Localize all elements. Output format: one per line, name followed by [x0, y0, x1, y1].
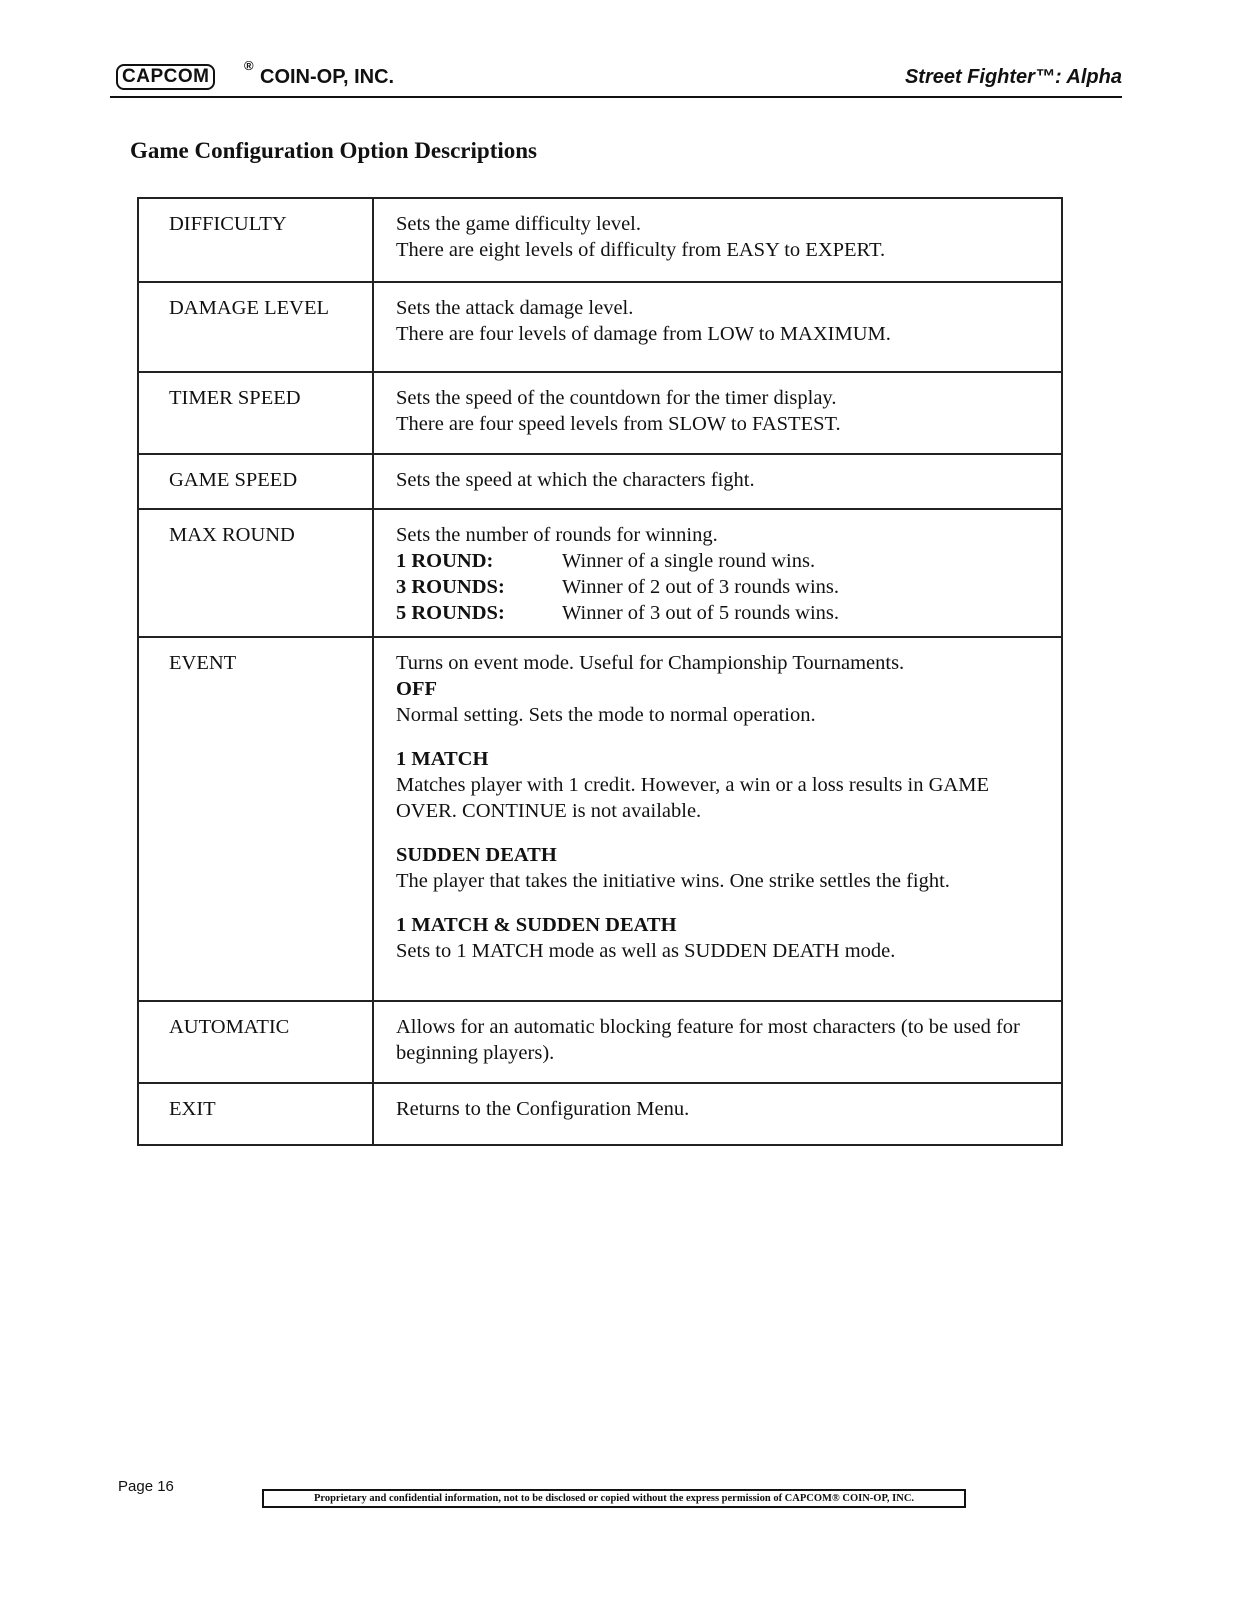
description-line: Sets the number of rounds for winning.	[396, 524, 718, 546]
table-row	[138, 1083, 1062, 1145]
option-description	[373, 509, 1062, 637]
document-title: Street Fighter™: Alpha	[904, 66, 1122, 88]
round-text: Winner of 3 out of 5 rounds wins.	[562, 602, 840, 624]
mode-text: The player that takes the initiative wins. One strike settles the fight.	[396, 870, 950, 892]
option-name: DAMAGE LEVEL	[138, 282, 373, 372]
round-text: Winner of 2 out of 3 rounds wins.	[562, 576, 840, 598]
description-line: Turns on event mode. Useful for Championship Tournaments.	[396, 652, 905, 674]
option-name: MAX ROUND	[138, 509, 373, 637]
section-title: Game Configuration Option Descriptions	[130, 138, 537, 163]
option-description	[373, 1001, 1062, 1083]
mode-label: SUDDEN DEATH	[396, 844, 557, 866]
mode-text: Normal setting. Sets the mode to normal operation.	[396, 704, 816, 726]
company-name: COIN-OP, INC.	[260, 66, 395, 88]
description-line: Sets the speed at which the characters fight.	[396, 469, 755, 491]
mode-label: 1 MATCH	[396, 748, 489, 770]
options-table	[137, 197, 1063, 1146]
round-label: 3 ROUNDS:	[396, 576, 505, 598]
option-name: TIMER SPEED	[138, 372, 373, 454]
round-label: 5 ROUNDS:	[396, 602, 505, 624]
description-line: Returns to the Configuration Menu.	[396, 1098, 690, 1120]
page-header	[110, 58, 1122, 98]
table-row	[138, 282, 1062, 372]
round-option	[396, 548, 1045, 574]
option-description	[373, 637, 1062, 1001]
mode-text: Matches player with 1 credit. However, a win or a loss results in GAME OVER. CONTINUE is not available.	[396, 774, 989, 822]
table-row	[138, 454, 1062, 509]
option-name: AUTOMATIC	[138, 1001, 373, 1083]
registered-mark: ®	[244, 58, 254, 73]
option-description	[373, 282, 1062, 372]
table-row	[138, 509, 1062, 637]
description-line: There are eight levels of difficulty from EASY to EXPERT.	[396, 239, 886, 261]
table-row	[138, 637, 1062, 1001]
option-name: DIFFICULTY	[138, 198, 373, 282]
option-description	[373, 1083, 1062, 1145]
option-description	[373, 198, 1062, 282]
description-line: There are four levels of damage from LOW to MAXIMUM.	[396, 323, 891, 345]
capcom-logo: CAPCOM	[116, 64, 215, 90]
description-line: Sets the speed of the countdown for the timer display.	[396, 387, 837, 409]
table-row	[138, 198, 1062, 282]
option-name: EVENT	[138, 637, 373, 1001]
round-option	[396, 574, 1045, 600]
description-line: There are four speed levels from SLOW to FASTEST.	[396, 413, 841, 435]
round-text: Winner of a single round wins.	[562, 550, 816, 572]
table-row	[138, 372, 1062, 454]
mode-label: 1 MATCH & SUDDEN DEATH	[396, 914, 677, 936]
confidentiality-notice: Proprietary and confidential information, not to be disclosed or copied without the express permission of CAPCOM® COIN-OP, INC.	[262, 1489, 966, 1508]
page-number: Page 16	[118, 1478, 174, 1495]
description-line: Sets the attack damage level.	[396, 297, 634, 319]
option-name: GAME SPEED	[138, 454, 373, 509]
option-description	[373, 454, 1062, 509]
option-name: EXIT	[138, 1083, 373, 1145]
round-option	[396, 600, 1045, 626]
mode-text: Sets to 1 MATCH mode as well as SUDDEN DEATH mode.	[396, 940, 896, 962]
round-label: 1 ROUND:	[396, 550, 494, 572]
option-description	[373, 372, 1062, 454]
description-line: Allows for an automatic blocking feature for most characters (to be used for beginning players).	[396, 1016, 1020, 1064]
table-row	[138, 1001, 1062, 1083]
mode-label: OFF	[396, 678, 437, 700]
description-line: Sets the game difficulty level.	[396, 213, 641, 235]
